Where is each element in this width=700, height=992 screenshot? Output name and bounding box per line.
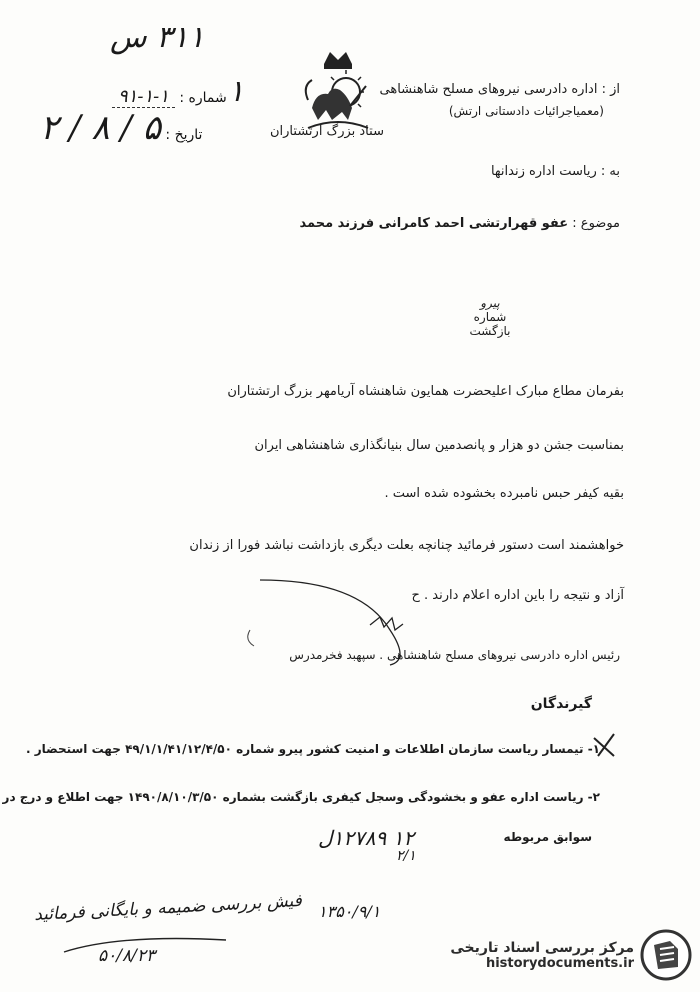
recipient-line	[491, 164, 620, 179]
document-center-logo-icon	[640, 929, 692, 981]
to-value: ریاست اداره زندانها	[490, 164, 597, 179]
handwritten-note-date: ۵۰/۸/۲۳	[98, 946, 156, 966]
handwritten-note: فیش بررسی ضمیمه و بایگانی فرمائید	[33, 891, 303, 925]
handwritten-reference: ۳۱۱ س	[110, 20, 205, 55]
reference-block	[430, 296, 550, 338]
watermark-name: مرکز بررسی اسناد تاریخی	[450, 939, 634, 956]
recipient-item: ۱- تیمسار ریاست سازمان اطلاعات و امنیت کشور پیرو شماره ۴۹/۱/۱/۴۱/۱۲/۴/۵۰ جهت استحضار .	[25, 742, 600, 756]
handwritten-date: ۱۳۵۰/۹/۱	[318, 902, 381, 921]
watermark-url: historydocuments.ir	[485, 955, 634, 971]
body-line: بفرمان مطاع مبارک اعلیحضرت همایون شاهنشاه آریامهر بزرگ ارتشتاران	[227, 384, 624, 399]
body-line: بمناسبت جشن دو هزار و پانصدمین سال بنیانگذاری شاهنشاهی ایران	[254, 438, 624, 453]
handwritten-annotation: ۱۲ ۱۲۷۸۹ل	[318, 826, 415, 850]
lion-and-sun-emblem-icon	[302, 46, 374, 136]
from-line: از : اداره دادرسی نیروهای مسلح شاهنشاهی	[379, 82, 620, 97]
from-subline: (معمیاجرائیات دادستانی ارتش)	[448, 104, 604, 118]
body-line: بقیه کیفر حبس نامبرده بخشوده شده است .	[384, 486, 624, 501]
body-line: آزاد و نتیجه را باین اداره اعلام دارند . ح	[411, 588, 624, 603]
ref-followup: پیرو	[480, 296, 500, 310]
watermark	[420, 926, 692, 984]
subject-label: موضوع :	[572, 216, 620, 231]
ref-number: شماره	[473, 310, 507, 324]
number-value: ۱-۱-۹۱	[112, 86, 175, 108]
recipient-item: ۲- ریاست اداره عفو و بخشودگی وسجل کیفری بازگشت بشماره ۱۴۹۰/۸/۱۰/۳/۵۰ جهت اطلاع و درج در	[2, 790, 600, 804]
headquarters-title: ستاد بزرگ ارتشتاران	[270, 124, 384, 139]
date-value: ۵ / ۸ / ۲	[40, 108, 161, 148]
watermark-text	[450, 940, 634, 971]
recipients-title: گیرندگان	[530, 696, 592, 712]
to-label: به :	[600, 164, 620, 179]
handwritten-annotation: ۲/۱	[396, 848, 416, 864]
subject-line	[300, 216, 620, 231]
subject-value: عفو قهرارتشی احمد کامرانی فرزند محمد	[299, 216, 569, 231]
letter-number	[112, 86, 227, 107]
body-line: خواهشمند است دستور فرمائید چنانچه بعلت دیگری بازداشت نباشد فورا از زندان	[189, 538, 624, 553]
date-label: تاریخ :	[165, 127, 203, 143]
signatory-line: رئیس اداره دادرسی نیروهای مسلح شاهنشاهی . سپهبد فخرمدرس	[289, 648, 620, 662]
handwritten-mark: ۱	[228, 74, 245, 109]
number-label: شماره :	[179, 90, 227, 106]
recipient-item: سوابق مربوطه	[503, 830, 592, 844]
ref-return: بازگشت	[469, 324, 511, 338]
letter-date	[40, 108, 202, 148]
